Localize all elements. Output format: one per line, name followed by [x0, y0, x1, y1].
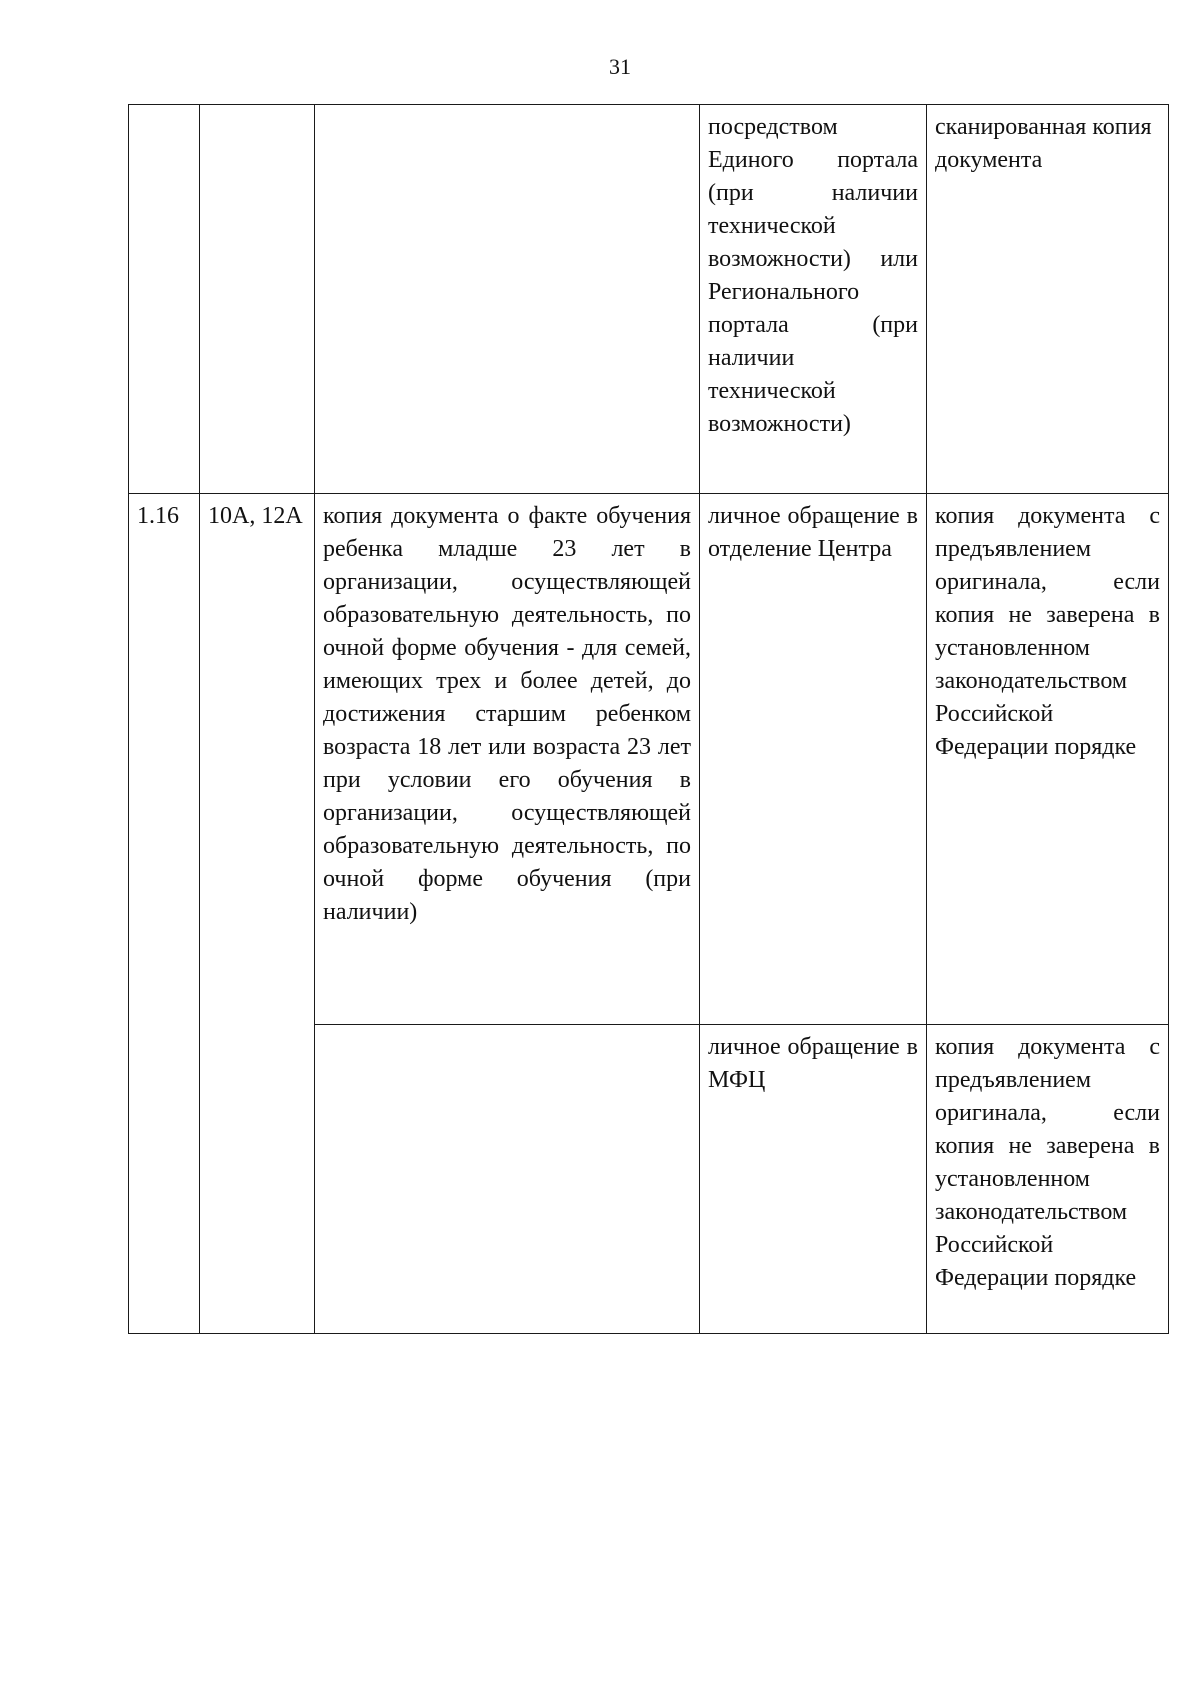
cell-submission-way: посредством Единого портала (при наличии технической возможности) или Регионального портала (при наличии технической возможности) — [700, 105, 927, 494]
cell-number: 1.16 — [129, 494, 200, 1334]
cell-document-form: копия документа с предъявлением оригинала, если копия не заверена в установленном законодательством Российской Федерации порядке — [927, 1025, 1169, 1334]
cell-document-form: сканированная копия документа — [927, 105, 1169, 494]
table-row-continuation — [129, 105, 1169, 494]
documents-table — [128, 104, 1169, 1334]
cell-document: копия документа о факте обучения ребенка младше 23 лет в организации, осуществляющей образовательную деятельность, по очной форме обучения - для семей, имеющих трех и более детей, до достижения старшим ребенком возраста 18 лет или возраста 23 лет при условии его обучения в организации, осуществляющей образовательную деятельность, по очной форме обучения (при наличии) — [315, 494, 700, 1025]
cell-code: 10А, 12А — [200, 494, 315, 1334]
cell-submission-way: личное обращение в МФЦ — [700, 1025, 927, 1334]
page-number: 31 — [609, 54, 631, 79]
cell-submission-way: личное обращение в отделение Центра — [700, 494, 927, 1025]
table-row-1-16 — [129, 494, 1169, 1025]
cell-document-form: копия документа с предъявлением оригинала, если копия не заверена в установленном законодательством Российской Федерации порядке — [927, 494, 1169, 1025]
cell-document-empty — [315, 1025, 700, 1334]
cell-number — [129, 105, 200, 494]
cell-document — [315, 105, 700, 494]
cell-code — [200, 105, 315, 494]
